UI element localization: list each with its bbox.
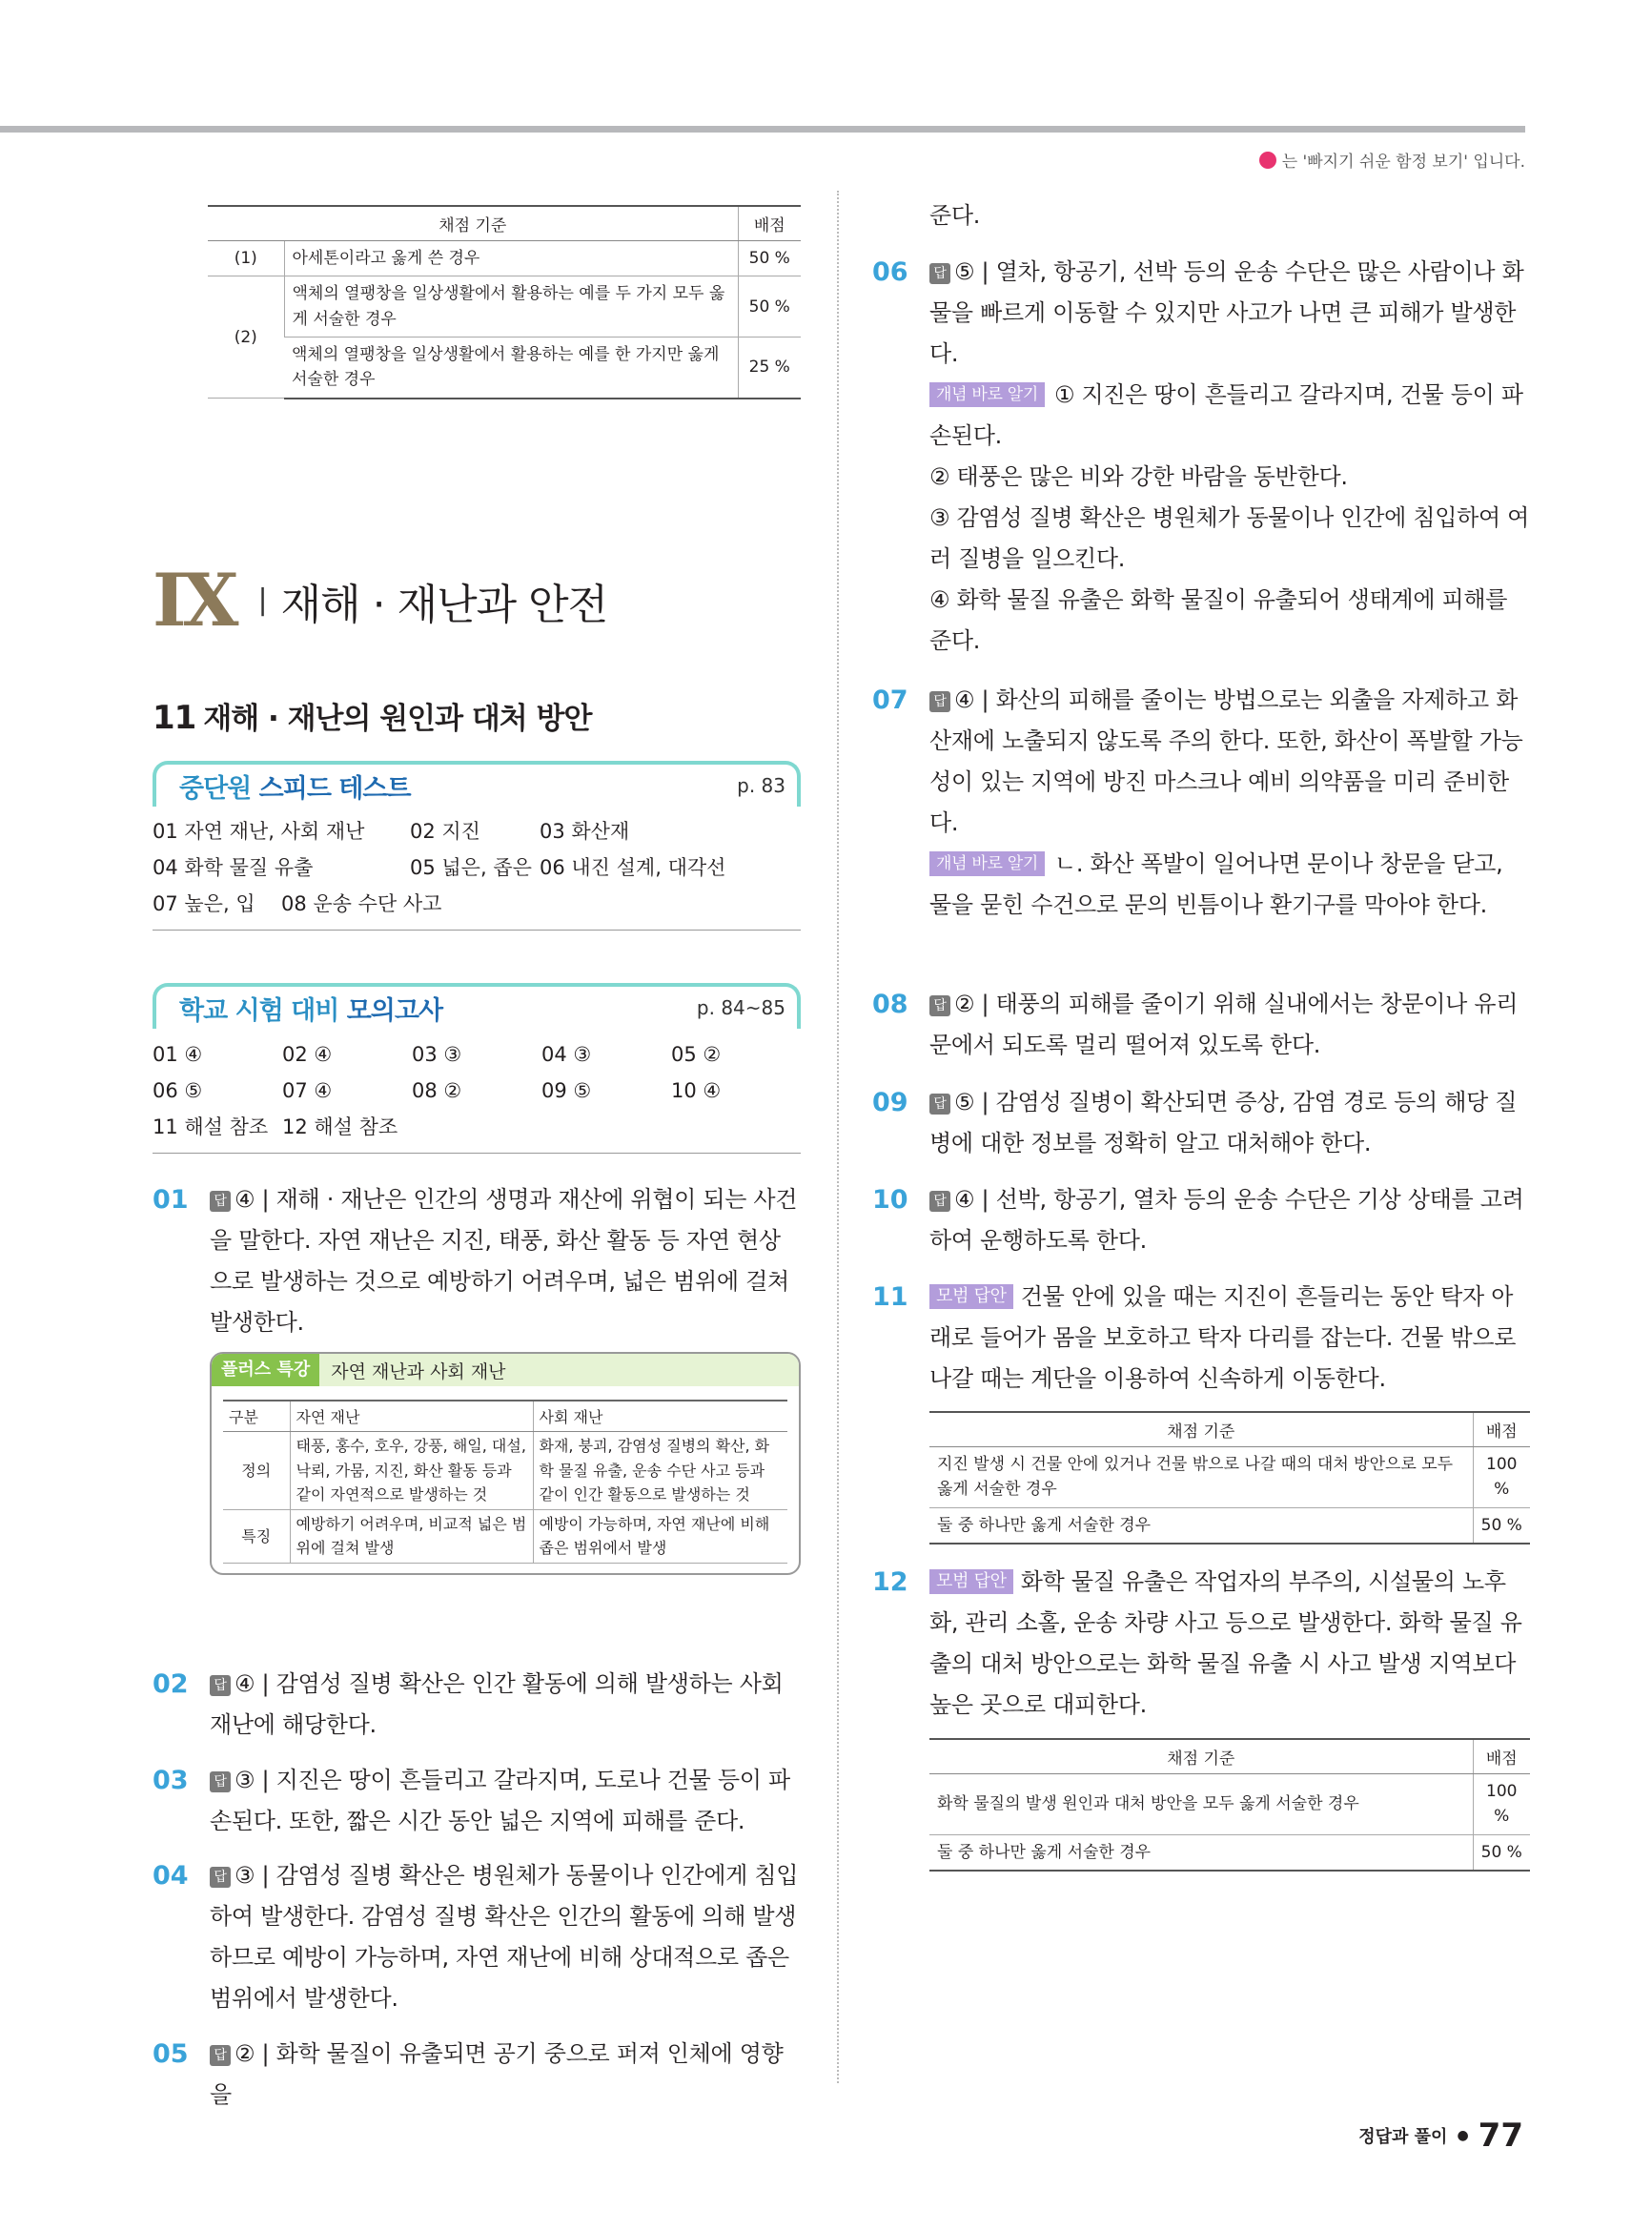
answer-choice: ④ <box>954 1186 975 1213</box>
question-number: 05 <box>153 2039 189 2069</box>
table-cell: 50 % <box>1473 1834 1530 1871</box>
explanation-text: 재해 · 재난은 인간의 생명과 재산에 위협이 되는 사건을 말한다. 자연 재난은 지진, 태풍, 화산 활동 등 자연 현상으로 발생하는 것으로 예방하기 어려우며, 넓은 범위에 걸쳐 발생한다. <box>210 1186 798 1336</box>
page-number: 77 <box>1478 2117 1523 2155</box>
model-answer-label: 모범 답안 <box>929 1569 1013 1594</box>
answer-choice: ⑤ <box>954 258 975 285</box>
answer-marker-icon: 답 <box>210 1675 231 1696</box>
q11-score-table <box>929 1411 1530 1545</box>
answer-item: 12 해설 참조 <box>282 1115 398 1138</box>
table-cell: 특징 <box>223 1509 290 1563</box>
table-cell: 둘 중 하나만 옳게 서술한 경우 <box>929 1507 1473 1544</box>
question-number: 03 <box>153 1766 189 1795</box>
concept-text: ③ 감염성 질병 확산은 병원체가 동물이나 인간에 침입하여 여러 질병을 일으킨다. <box>929 504 1530 572</box>
table-cell: (1) <box>208 241 284 276</box>
answer-choice: ② <box>954 991 975 1017</box>
mock-test-answers <box>153 1036 801 1154</box>
question-number: 01 <box>153 1185 189 1215</box>
legend-text: 는 '빠지기 쉬운 함정 보기' 입니다. <box>1281 153 1525 172</box>
question-number: 07 <box>872 685 908 715</box>
table-cell: 50 % <box>738 241 801 276</box>
chapter-number: IX <box>153 558 235 643</box>
question-number: 09 <box>872 1088 908 1117</box>
question-05-continued <box>872 195 1530 236</box>
question-number: 10 <box>872 1185 908 1215</box>
unit-title: 재해 · 재난의 원인과 대처 방안 <box>203 702 592 736</box>
answer-choice: ② <box>235 2040 255 2067</box>
question-09: 09 답 ⑤ | 감염성 질병이 확산되면 증상, 감염 경로 등의 해당 질병에 대한 정보를 정확히 알고 대처해야 한다. <box>872 1082 1530 1164</box>
top-score-table <box>208 205 801 399</box>
answer-marker-icon: 답 <box>929 1094 950 1115</box>
table-header: 사회 재난 <box>533 1401 787 1432</box>
concept-text: ㄴ. 화산 폭발이 일어나면 문이나 창문을 닫고, 물을 묻힌 수건으로 문의 빈틈이나 환기구를 막아야 한다. <box>929 850 1503 918</box>
table-cell: 화학 물질의 발생 원인과 대처 방안을 모두 옳게 서술한 경우 <box>929 1774 1473 1835</box>
table-cell: 100 % <box>1473 1447 1530 1508</box>
trap-legend <box>1259 148 1525 172</box>
table-cell: 25 % <box>738 338 801 399</box>
question-08: 08 답 ② | 태풍의 피해를 줄이기 위해 실내에서는 창문이나 유리문에서 되도록 멀리 떨어져 있도록 한다. <box>872 984 1530 1066</box>
answer-marker-icon: 답 <box>210 1191 231 1212</box>
answer-item: 09 ⑤ <box>541 1079 592 1102</box>
explanation-text: 준다. <box>929 202 981 229</box>
explanation-text: 감염성 질병이 확산되면 증상, 감염 경로 등의 해당 질병에 대한 정보를 정확히 알고 대처해야 한다. <box>929 1089 1518 1156</box>
table-cell: 화재, 붕괴, 감염성 질병의 확산, 화학 물질 유출, 운송 수단 사고 등과 같이 인간 활동으로 발생하는 것 <box>533 1432 787 1510</box>
answer-marker-icon: 답 <box>929 1191 950 1212</box>
explanation-text: 지진은 땅이 흔들리고 갈라지며, 도로나 건물 등이 파손된다. 또한, 짧은 시간 동안 넓은 지역에 피해를 준다. <box>210 1767 790 1834</box>
table-cell: 예방하기 어려우며, 비교적 넓은 범위에 걸쳐 발생 <box>290 1509 533 1563</box>
question-number: 11 <box>872 1282 908 1312</box>
concept-text: ④ 화학 물질 유출은 화학 물질이 유출되어 생태계에 피해를 준다. <box>929 586 1508 654</box>
table-cell: 50 % <box>1473 1507 1530 1544</box>
top-divider-bar <box>0 126 1525 133</box>
table-cell: 태풍, 홍수, 호우, 강풍, 해일, 대설, 낙뢰, 가뭄, 지진, 화산 활동 등과 같이 자연적으로 발생하는 것 <box>290 1432 533 1510</box>
answer-item: 02 지진 <box>410 820 480 843</box>
answer-choice: ④ <box>235 1670 255 1697</box>
table-cell: 아세톤이라고 옳게 쓴 경우 <box>284 241 738 276</box>
question-10: 10 답 ④ | 선박, 항공기, 열차 등의 운송 수단은 기상 상태를 고려하여 운행하도록 한다. <box>872 1179 1530 1261</box>
table-header: 채점 기준 <box>208 206 738 241</box>
answer-marker-icon: 답 <box>210 2045 231 2066</box>
model-answer-label: 모범 답안 <box>929 1284 1013 1309</box>
chapter-separator: | <box>257 583 268 617</box>
question-number: 04 <box>153 1861 189 1891</box>
plus-lecture-title: 자연 재난과 사회 재난 <box>331 1361 506 1382</box>
question-01: 01 답 ④ | 재해 · 재난은 인간의 생명과 재산에 위협이 되는 사건을 말한다. 자연 재난은 지진, 태풍, 화산 활동 등 자연 현상으로 발생하는 것으로 예방하기 어려우며, 넓은 범위에 걸쳐 발생한다. <box>153 1179 801 1343</box>
question-number: 12 <box>872 1567 908 1597</box>
table-cell: 둘 중 하나만 옳게 서술한 경우 <box>929 1834 1473 1871</box>
alarm-icon <box>1259 152 1276 169</box>
plus-lecture-header <box>212 1354 799 1386</box>
explanation-text: 열차, 항공기, 선박 등의 운송 수단은 많은 사람이나 화물을 빠르게 이동할 수 있지만 사고가 나면 큰 피해가 발생한다. <box>929 258 1524 367</box>
answer-item: 07 ④ <box>282 1079 333 1102</box>
table-cell: 50 % <box>738 276 801 338</box>
explanation-text: 선박, 항공기, 열차 등의 운송 수단은 기상 상태를 고려하여 운행하도록 한다. <box>929 1186 1524 1254</box>
answer-marker-icon: 답 <box>929 263 950 284</box>
table-cell: 정의 <box>223 1432 290 1510</box>
speed-test-header <box>153 761 801 807</box>
chapter-title: 재해 · 재난과 안전 <box>280 580 608 629</box>
question-12 <box>872 1562 1530 1726</box>
concept-text: ② 태풍은 많은 비와 강한 바람을 동반한다. <box>929 463 1348 490</box>
answer-marker-icon: 답 <box>929 691 950 712</box>
answer-choice: ③ <box>235 1767 255 1793</box>
table-header: 채점 기준 <box>929 1412 1473 1447</box>
question-05: 05 답 ② | 화학 물질이 유출되면 공기 중으로 퍼져 인체에 영향을 <box>153 2034 801 2116</box>
question-07: 07 답 ④ | 화산의 피해를 줄이는 방법으로는 외출을 자제하고 화산재에 노출되지 않도록 주의 한다. 또한, 화산이 폭발할 가능성이 있는 지역에 방진 마스크나 예비 의약품을 미리 준비한다. 개념 바로 알기 ㄴ. 화산 폭발이 일어나면 문이나 창문을 닫고, 물을 묻힌 수건으로 문의 빈틈이나 환기구를 막아야 한다. <box>872 680 1530 926</box>
explanation-text: 화학 물질 유출은 작업자의 부주의, 시설물의 노후화, 관리 소홀, 운송 차량 사고 등으로 발생한다. 화학 물질 유출의 대처 방안으로는 화학 물질 유출 시 사고 발생 지역보다 높은 곳으로 대피한다. <box>929 1568 1522 1718</box>
explanation-text: 화산의 피해를 줄이는 방법으로는 외출을 자제하고 화산재에 노출되지 않도록 주의 한다. 또한, 화산이 폭발할 가능성이 있는 지역에 방진 마스크나 예비 의약품을 미리 준비한다. <box>929 686 1523 836</box>
concept-label: 개념 바로 알기 <box>929 382 1045 407</box>
mock-test-title: 학교 시험 대비 모의고사 <box>179 995 443 1026</box>
answer-item: 01 ④ <box>153 1043 203 1066</box>
footer-dot: ● <box>1457 2128 1469 2143</box>
answer-choice: ③ <box>235 1862 255 1889</box>
question-number: 08 <box>872 990 908 1019</box>
answer-item: 04 화학 물질 유출 <box>153 856 314 879</box>
table-header: 자연 재난 <box>290 1401 533 1432</box>
answer-marker-icon: 답 <box>929 995 950 1016</box>
question-02: 02 답 ④ | 감염성 질병 확산은 인간 활동에 의해 발생하는 사회 재난에 해당한다. <box>153 1664 801 1746</box>
answer-item: 07 높은, 입 <box>153 892 255 915</box>
question-number: 02 <box>153 1669 189 1699</box>
answer-item: 03 화산재 <box>540 820 630 843</box>
footer-label: 정답과 풀이 <box>1358 2127 1448 2147</box>
answer-item: 06 ⑤ <box>153 1079 203 1102</box>
answer-marker-icon: 답 <box>210 1867 231 1888</box>
column-divider <box>837 191 839 2083</box>
answer-item: 05 ② <box>671 1043 722 1066</box>
concept-label: 개념 바로 알기 <box>929 851 1045 876</box>
explanation-text: 건물 안에 있을 때는 지진이 흔들리는 동안 탁자 아래로 들어가 몸을 보호하고 탁자 다리를 잡는다. 건물 밖으로 나갈 때는 계단을 이용하여 신속하게 이동한다. <box>929 1283 1517 1392</box>
q12-score-table <box>929 1738 1530 1872</box>
question-04: 04 답 ③ | 감염성 질병 확산은 병원체가 동물이나 인간에게 침입하여 발생한다. 감염성 질병 확산은 인간의 활동에 의해 발생하므로 예방이 가능하며, 자연 재난에 비해 상대적으로 좁은 범위에서 발생한다. <box>153 1855 801 2019</box>
explanation-text: 화학 물질이 유출되면 공기 중으로 퍼져 인체에 영향을 <box>210 2040 784 2108</box>
speed-test-page: p. 83 <box>737 774 785 797</box>
question-06: 06 답 ⑤ | 열차, 항공기, 선박 등의 운송 수단은 많은 사람이나 화물을 빠르게 이동할 수 있지만 사고가 나면 큰 피해가 발생한다. 개념 바로 알기 ① 지진은 땅이 흔들리고 갈라지며, 건물 등이 파손된다. ② 태풍은 많은 비와 강한 바람을 동반한다. ③ 감염성 질병 확산은 병원체가 동물이나 인간에 침입하여 여러 질병을 일으킨다. ④ 화학 물질 유출은 화학 물질이 유출되어 생태계에 피해를 준다. <box>872 252 1530 662</box>
answer-item: 05 넓은, 좁은 <box>410 856 532 879</box>
table-header: 구분 <box>223 1401 290 1432</box>
table-header: 배점 <box>1473 1739 1530 1774</box>
answer-item: 06 내진 설계, 대각선 <box>540 856 726 879</box>
table-cell: 예방이 가능하며, 자연 재난에 비해 좁은 범위에서 발생 <box>533 1509 787 1563</box>
question-number: 06 <box>872 257 908 287</box>
answer-item: 08 운송 수단 사고 <box>281 892 442 915</box>
table-cell: 액체의 열팽창을 일상생활에서 활용하는 예를 한 가지만 옳게 서술한 경우 <box>284 338 738 399</box>
page-footer <box>1358 2117 1523 2155</box>
answer-item: 04 ③ <box>541 1043 592 1066</box>
answer-item: 02 ④ <box>282 1043 333 1066</box>
answer-item: 11 해설 참조 <box>153 1115 269 1138</box>
table-cell: 100 % <box>1473 1774 1530 1835</box>
answer-item: 08 ② <box>412 1079 462 1102</box>
plus-lecture-box <box>210 1352 801 1575</box>
mock-test-page: p. 84~85 <box>696 996 785 1019</box>
answer-item: 01 자연 재난, 사회 재난 <box>153 820 365 843</box>
explanation-text: 태풍의 피해를 줄이기 위해 실내에서는 창문이나 유리문에서 되도록 멀리 떨어져 있도록 한다. <box>929 991 1519 1058</box>
answer-choice: ④ <box>235 1186 255 1213</box>
answer-choice: ④ <box>954 686 975 713</box>
mock-test-header <box>153 983 801 1029</box>
concept-text: ① 지진은 땅이 흔들리고 갈라지며, 건물 등이 파손된다. <box>929 381 1523 449</box>
explanation-text: 감염성 질병 확산은 인간 활동에 의해 발생하는 사회 재난에 해당한다. <box>210 1670 784 1738</box>
unit-number: 11 <box>153 699 196 737</box>
table-cell: 액체의 열팽창을 일상생활에서 활용하는 예를 두 가지 모두 옳게 서술한 경우 <box>284 276 738 338</box>
unit-heading <box>153 694 591 737</box>
table-cell: 지진 발생 시 건물 안에 있거나 건물 밖으로 나갈 때의 대처 방안으로 모두 옳게 서술한 경우 <box>929 1447 1473 1508</box>
table-cell: (2) <box>208 276 284 399</box>
explanation-text: 감염성 질병 확산은 병원체가 동물이나 인간에게 침입하여 발생한다. 감염성 질병 확산은 인간의 활동에 의해 발생하므로 예방이 가능하며, 자연 재난에 비해 상대적으로 좁은 범위에서 발생한다. <box>210 1862 799 2012</box>
table-header: 배점 <box>1473 1412 1530 1447</box>
answer-item: 03 ③ <box>412 1043 462 1066</box>
table-header: 채점 기준 <box>929 1739 1473 1774</box>
comparison-table <box>223 1400 787 1564</box>
answer-choice: ⑤ <box>954 1089 975 1115</box>
table-header: 배점 <box>738 206 801 241</box>
plus-lecture-label: 플러스 특강 <box>212 1354 319 1386</box>
question-11 <box>872 1277 1530 1400</box>
answer-item: 10 ④ <box>671 1079 722 1102</box>
speed-test-answers <box>153 813 801 931</box>
speed-test-title: 중단원 스피드 테스트 <box>179 773 411 804</box>
answer-marker-icon: 답 <box>210 1771 231 1792</box>
question-03: 03 답 ③ | 지진은 땅이 흔들리고 갈라지며, 도로나 건물 등이 파손된다. 또한, 짧은 시간 동안 넓은 지역에 피해를 준다. <box>153 1760 801 1842</box>
chapter-heading <box>153 558 607 643</box>
